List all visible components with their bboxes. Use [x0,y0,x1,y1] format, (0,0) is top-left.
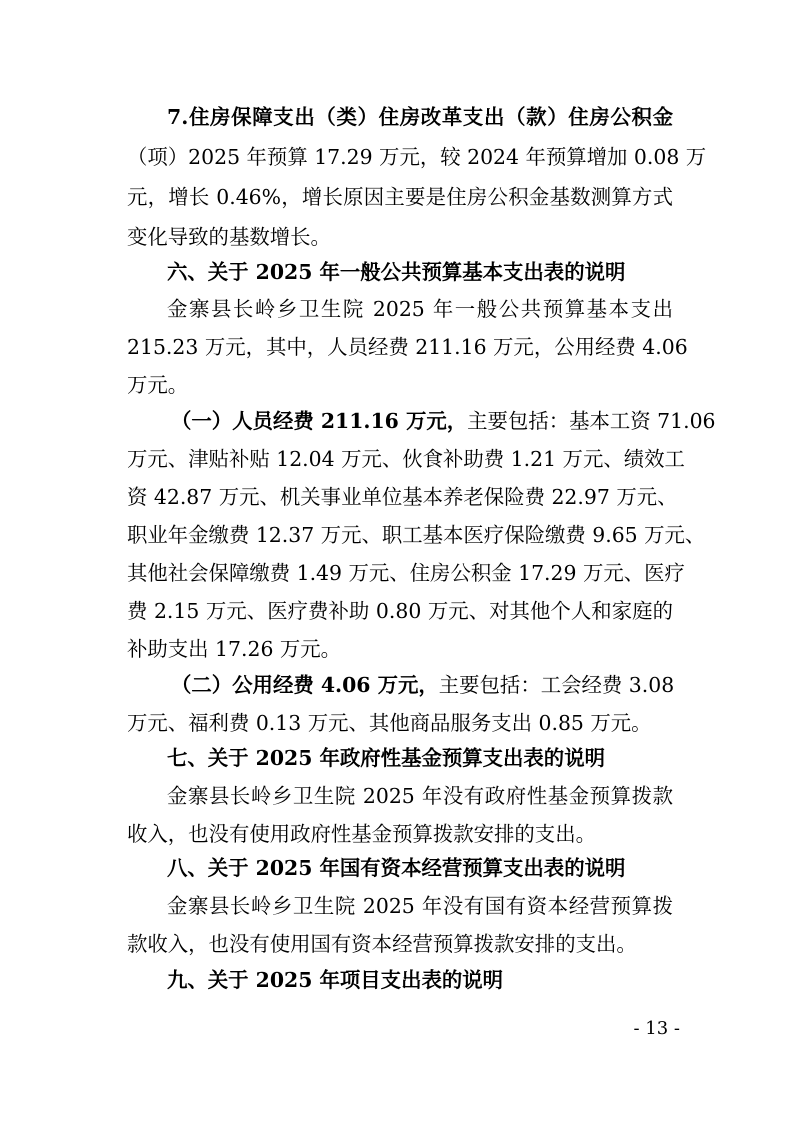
section-7b-heading: 七、关于 2025 年政府性基金预算支出表的说明 [167,746,605,770]
page-number: - 13 - [633,1018,680,1039]
public-line-2: 万元、福利费 0.13 万元、其他商品服务支出 0.85 万元。 [127,711,652,735]
personnel-line-7: 补助支出 17.26 万元。 [127,637,342,661]
section-6-heading: 六、关于 2025 年一般公共预算基本支出表的说明 [167,260,626,284]
section-8-heading: 八、关于 2025 年国有资本经营预算支出表的说明 [167,856,626,880]
personnel-line-3: 资 42.87 万元、机关事业单位基本养老保险费 22.97 万元、 [127,485,678,509]
personnel-line-1 [171,401,716,441]
personnel-line-4: 职业年金缴费 12.37 万元、职工基本医疗保险缴费 9.65 万元、 [127,523,706,547]
section-7b-line-1: 金寨县长岭乡卫生院 2025 年没有政府性基金预算拨款 [167,784,673,808]
personnel-line-2: 万元、津贴补贴 12.04 万元、伙食补助费 1.21 万元、绩效工 [127,447,685,471]
personnel-line-1-rest: 主要包括：基本工资 71.06 [467,409,716,433]
section-8-line-1: 金寨县长岭乡卫生院 2025 年没有国有资本经营预算拨 [167,894,673,918]
section-7b-line-2: 收入，也没有使用政府性基金预算拨款安排的支出。 [127,822,596,846]
section-9-heading: 九、关于 2025 年项目支出表的说明 [167,968,504,992]
section-6-line-2: 215.23 万元，其中，人员经费 211.16 万元，公用经费 4.06 [127,335,688,359]
section-6-line-1: 金寨县长岭乡卫生院 2025 年一般公共预算基本支出 [167,297,673,321]
section-7-line-3: 元，增长 0.46%，增长原因主要是住房公积金基数测算方式 [127,185,673,209]
personnel-title: （一）人员经费 211.16 万元， [171,409,468,433]
section-7-heading: 7.住房保障支出（类）住房改革支出（款）住房公积金 [167,105,673,129]
public-line-1 [171,665,673,705]
personnel-line-5: 其他社会保障缴费 1.49 万元、住房公积金 17.29 万元、医疗 [127,561,685,585]
section-8-line-2: 款收入，也没有使用国有资本经营预算拨款安排的支出。 [127,932,637,956]
personnel-line-6: 费 2.15 万元、医疗费补助 0.80 万元、对其他个人和家庭的 [127,599,673,623]
section-7-line-4: 变化导致的基数增长。 [127,225,331,249]
section-7-line-2: （项）2025 年预算 17.29 万元，较 2024 年预算增加 0.08 万 [127,145,707,169]
section-6-line-3: 万元。 [127,373,189,397]
public-line-1-rest: 主要包括：工会经费 3.08 [438,673,675,697]
public-title: （二）公用经费 4.06 万元， [171,673,439,697]
